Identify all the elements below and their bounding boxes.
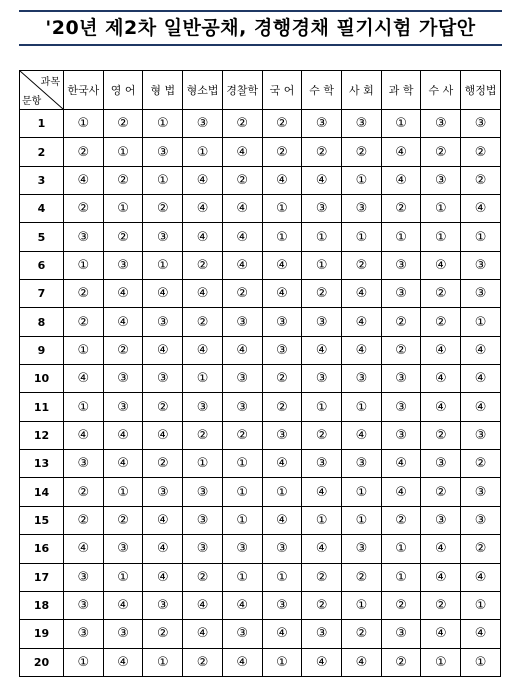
answer-cell: ①: [103, 195, 143, 223]
answer-cell: ②: [342, 620, 382, 648]
answer-cell: ④: [143, 421, 183, 449]
answer-cell: ①: [342, 393, 382, 421]
question-number: 1: [20, 110, 64, 138]
answer-cell: ②: [461, 166, 501, 194]
question-number: 5: [20, 223, 64, 251]
answer-cell: ④: [421, 393, 461, 421]
answer-cell: ④: [103, 648, 143, 676]
answer-cell: ②: [183, 251, 223, 279]
table-row: [20, 365, 501, 393]
question-number: 19: [20, 620, 64, 648]
answer-cell: ④: [381, 450, 421, 478]
question-number: 17: [20, 563, 64, 591]
answer-cell: ④: [64, 535, 104, 563]
answer-cell: ④: [222, 195, 262, 223]
answer-cell: ①: [302, 223, 342, 251]
title-bottom-rule: [19, 44, 502, 46]
answer-cell: ②: [302, 563, 342, 591]
answer-cell: ③: [461, 478, 501, 506]
answer-cell: ③: [421, 506, 461, 534]
table-row: [20, 166, 501, 194]
answer-cell: ④: [262, 280, 302, 308]
answer-cell: ③: [103, 393, 143, 421]
answer-cell: ②: [64, 138, 104, 166]
answer-cell: ③: [183, 393, 223, 421]
question-number: 8: [20, 308, 64, 336]
subject-header: 한국사: [64, 71, 104, 110]
answer-cell: ②: [461, 138, 501, 166]
corner-question-label: 문항: [22, 96, 42, 107]
answer-cell: ③: [381, 393, 421, 421]
answer-cell: ②: [421, 421, 461, 449]
answer-cell: ①: [262, 478, 302, 506]
answer-cell: ④: [342, 336, 382, 364]
answer-cell: ①: [262, 648, 302, 676]
answer-cell: ③: [461, 251, 501, 279]
answer-cell: ①: [64, 251, 104, 279]
answer-cell: ②: [103, 336, 143, 364]
answer-cell: ③: [381, 620, 421, 648]
answer-cell: ③: [143, 138, 183, 166]
answer-cell: ①: [461, 223, 501, 251]
answer-cell: ③: [302, 110, 342, 138]
answer-cell: ①: [381, 563, 421, 591]
answer-cell: ③: [183, 110, 223, 138]
table-row: [20, 535, 501, 563]
answer-cell: ①: [262, 195, 302, 223]
answer-cell: ②: [381, 648, 421, 676]
table-row: [20, 450, 501, 478]
answer-cell: ④: [64, 166, 104, 194]
answer-cell: ④: [342, 308, 382, 336]
answer-cell: ②: [103, 223, 143, 251]
answer-cell: ④: [302, 336, 342, 364]
answer-cell: ②: [342, 138, 382, 166]
answer-cell: ③: [342, 535, 382, 563]
question-number: 20: [20, 648, 64, 676]
answer-table: [19, 70, 501, 677]
answer-cell: ③: [143, 223, 183, 251]
answer-cell: ③: [262, 421, 302, 449]
answer-cell: ③: [183, 535, 223, 563]
answer-cell: ②: [183, 648, 223, 676]
answer-cell: ③: [183, 478, 223, 506]
answer-cell: ④: [183, 223, 223, 251]
answer-cell: ③: [143, 478, 183, 506]
answer-cell: ①: [262, 563, 302, 591]
answer-cell: ④: [262, 251, 302, 279]
answer-cell: ①: [103, 563, 143, 591]
answer-cell: ②: [302, 280, 342, 308]
answer-cell: ①: [421, 195, 461, 223]
answer-cell: ②: [183, 563, 223, 591]
subject-header: 형소법: [183, 71, 223, 110]
answer-cell: ④: [222, 138, 262, 166]
answer-cell: ①: [143, 251, 183, 279]
answer-cell: ③: [103, 620, 143, 648]
page-title: '20년 제2차 일반공채, 경행경채 필기시험 가답안: [45, 17, 476, 39]
answer-cell: ①: [381, 223, 421, 251]
answer-cell: ②: [222, 110, 262, 138]
answer-cell: ④: [262, 620, 302, 648]
table-row: [20, 478, 501, 506]
answer-cell: ①: [103, 478, 143, 506]
answer-cell: ①: [103, 138, 143, 166]
answer-cell: ②: [262, 393, 302, 421]
answer-cell: ④: [103, 591, 143, 619]
answer-cell: ②: [461, 535, 501, 563]
question-number: 12: [20, 421, 64, 449]
answer-cell: ①: [342, 166, 382, 194]
answer-cell: ④: [183, 620, 223, 648]
answer-cell: ④: [262, 506, 302, 534]
answer-cell: ④: [183, 195, 223, 223]
subject-header: 행정법: [461, 71, 501, 110]
answer-cell: ④: [103, 308, 143, 336]
table-row: [20, 251, 501, 279]
subject-header: 형 법: [143, 71, 183, 110]
answer-cell: ③: [143, 308, 183, 336]
answer-cell: ①: [183, 365, 223, 393]
answer-cell: ③: [342, 110, 382, 138]
table-row: [20, 308, 501, 336]
answer-cell: ④: [143, 563, 183, 591]
answer-cell: ②: [64, 478, 104, 506]
answer-cell: ②: [143, 450, 183, 478]
answer-cell: ①: [262, 223, 302, 251]
answer-cell: ③: [381, 251, 421, 279]
answer-cell: ④: [222, 251, 262, 279]
question-number: 4: [20, 195, 64, 223]
table-row: [20, 506, 501, 534]
subject-header: 영 어: [103, 71, 143, 110]
corner-cell: [20, 71, 64, 110]
answer-cell: ②: [183, 421, 223, 449]
answer-cell: ③: [262, 308, 302, 336]
answer-cell: ④: [381, 478, 421, 506]
table-row: [20, 336, 501, 364]
answer-cell: ④: [143, 506, 183, 534]
answer-cell: ①: [183, 450, 223, 478]
answer-cell: ②: [103, 110, 143, 138]
subject-header: 수 학: [302, 71, 342, 110]
answer-cell: ①: [143, 648, 183, 676]
answer-cell: ①: [342, 506, 382, 534]
answer-cell: ②: [302, 421, 342, 449]
answer-cell: ④: [222, 223, 262, 251]
question-number: 14: [20, 478, 64, 506]
table-row: [20, 591, 501, 619]
answer-cell: ③: [421, 166, 461, 194]
answer-cell: ④: [64, 365, 104, 393]
answer-cell: ④: [461, 620, 501, 648]
answer-cell: ①: [143, 110, 183, 138]
answer-cell: ③: [461, 280, 501, 308]
answer-cell: ④: [421, 336, 461, 364]
answer-cell: ①: [342, 478, 382, 506]
table-row: [20, 563, 501, 591]
answer-cell: ①: [222, 506, 262, 534]
answer-cell: ④: [103, 280, 143, 308]
question-number: 16: [20, 535, 64, 563]
answer-cell: ③: [64, 620, 104, 648]
answer-cell: ②: [421, 138, 461, 166]
answer-cell: ③: [461, 421, 501, 449]
answer-cell: ②: [64, 506, 104, 534]
answer-cell: ②: [103, 506, 143, 534]
question-number: 7: [20, 280, 64, 308]
question-number: 9: [20, 336, 64, 364]
answer-cell: ①: [64, 336, 104, 364]
answer-cell: ②: [64, 308, 104, 336]
answer-cell: ④: [262, 450, 302, 478]
question-number: 18: [20, 591, 64, 619]
answer-cell: ④: [183, 280, 223, 308]
answer-cell: ①: [461, 648, 501, 676]
answer-cell: ④: [421, 365, 461, 393]
question-number: 6: [20, 251, 64, 279]
answer-cell: ②: [222, 280, 262, 308]
answer-cell: ④: [183, 591, 223, 619]
answer-cell: ④: [222, 648, 262, 676]
answer-cell: ④: [143, 336, 183, 364]
answer-cell: ③: [342, 195, 382, 223]
answer-cell: ④: [461, 336, 501, 364]
answer-cell: ③: [302, 620, 342, 648]
answer-cell: ④: [342, 421, 382, 449]
answer-cell: ①: [461, 591, 501, 619]
answer-cell: ④: [461, 563, 501, 591]
answer-cell: ①: [421, 648, 461, 676]
answer-cell: ③: [222, 535, 262, 563]
answer-cell: ①: [222, 563, 262, 591]
answer-cell: ④: [342, 280, 382, 308]
answer-cell: ④: [381, 166, 421, 194]
answer-cell: ②: [461, 450, 501, 478]
answer-cell: ②: [262, 110, 302, 138]
answer-cell: ④: [302, 166, 342, 194]
answer-cell: ④: [302, 648, 342, 676]
answer-cell: ④: [461, 195, 501, 223]
answer-cell: ④: [381, 138, 421, 166]
answer-cell: ③: [222, 308, 262, 336]
answer-cell: ②: [381, 195, 421, 223]
answer-cell: ②: [421, 478, 461, 506]
answer-cell: ①: [64, 648, 104, 676]
answer-cell: ③: [222, 620, 262, 648]
answer-cell: ①: [342, 223, 382, 251]
answer-cell: ②: [381, 308, 421, 336]
answer-cell: ②: [421, 591, 461, 619]
answer-cell: ④: [183, 166, 223, 194]
answer-cell: ④: [103, 450, 143, 478]
answer-cell: ①: [461, 308, 501, 336]
subject-header: 수 사: [421, 71, 461, 110]
subject-header: 경찰학: [222, 71, 262, 110]
answer-cell: ④: [302, 535, 342, 563]
answer-cell: ①: [342, 591, 382, 619]
answer-cell: ③: [461, 110, 501, 138]
table-row: [20, 421, 501, 449]
answer-cell: ②: [302, 591, 342, 619]
title-block: [19, 10, 502, 46]
table-row: [20, 138, 501, 166]
question-number: 15: [20, 506, 64, 534]
answer-cell: ②: [143, 195, 183, 223]
question-number: 13: [20, 450, 64, 478]
answer-cell: ②: [262, 138, 302, 166]
answer-cell: ②: [342, 251, 382, 279]
answer-cell: ①: [222, 478, 262, 506]
table-row: [20, 620, 501, 648]
answer-cell: ②: [302, 138, 342, 166]
answer-cell: ②: [381, 591, 421, 619]
answer-cell: ③: [64, 223, 104, 251]
answer-cell: ④: [64, 421, 104, 449]
answer-cell: ①: [222, 450, 262, 478]
subject-header: 과 학: [381, 71, 421, 110]
answer-cell: ③: [222, 365, 262, 393]
answer-cell: ④: [421, 251, 461, 279]
answer-cell: ②: [222, 421, 262, 449]
answer-cell: ②: [143, 620, 183, 648]
question-number: 3: [20, 166, 64, 194]
answer-cell: ③: [262, 336, 302, 364]
answer-cell: ①: [381, 535, 421, 563]
answer-cell: ③: [461, 506, 501, 534]
answer-cell: ①: [302, 393, 342, 421]
answer-cell: ②: [143, 393, 183, 421]
answer-cell: ①: [64, 110, 104, 138]
answer-cell: ②: [421, 308, 461, 336]
answer-cell: ①: [302, 506, 342, 534]
table-row: [20, 393, 501, 421]
table-row: [20, 110, 501, 138]
answer-cell: ③: [302, 308, 342, 336]
table-row: [20, 280, 501, 308]
answer-cell: ③: [262, 535, 302, 563]
answer-cell: ②: [64, 280, 104, 308]
answer-cell: ④: [421, 563, 461, 591]
answer-cell: ④: [103, 421, 143, 449]
answer-cell: ③: [183, 506, 223, 534]
answer-cell: ④: [262, 166, 302, 194]
answer-cell: ③: [381, 365, 421, 393]
answer-cell: ④: [421, 620, 461, 648]
answer-cell: ③: [143, 591, 183, 619]
answer-cell: ③: [103, 365, 143, 393]
answer-cell: ④: [302, 478, 342, 506]
answer-cell: ④: [222, 336, 262, 364]
answer-cell: ②: [222, 166, 262, 194]
answer-cell: ③: [342, 365, 382, 393]
answer-cell: ②: [64, 195, 104, 223]
answer-cell: ③: [222, 393, 262, 421]
table-body: [20, 110, 501, 677]
answer-cell: ②: [381, 506, 421, 534]
answer-cell: ③: [421, 110, 461, 138]
table-row: [20, 223, 501, 251]
answer-cell: ③: [381, 421, 421, 449]
answer-cell: ③: [302, 365, 342, 393]
answer-cell: ②: [262, 365, 302, 393]
answer-cell: ②: [421, 280, 461, 308]
answer-cell: ③: [103, 251, 143, 279]
answer-cell: ③: [143, 365, 183, 393]
answer-cell: ②: [342, 563, 382, 591]
answer-cell: ④: [342, 648, 382, 676]
answer-cell: ③: [64, 591, 104, 619]
answer-cell: ③: [262, 591, 302, 619]
answer-cell: ③: [302, 195, 342, 223]
answer-cell: ①: [143, 166, 183, 194]
answer-cell: ④: [421, 535, 461, 563]
answer-cell: ③: [64, 450, 104, 478]
corner-subject-label: 과목: [40, 77, 60, 88]
subject-header: 국 어: [262, 71, 302, 110]
answer-cell: ①: [302, 251, 342, 279]
answer-cell: ③: [381, 280, 421, 308]
header-row: [20, 71, 501, 110]
answer-cell: ③: [342, 450, 382, 478]
answer-cell: ④: [461, 393, 501, 421]
subject-header: 사 회: [342, 71, 382, 110]
answer-cell: ②: [381, 336, 421, 364]
answer-cell: ②: [103, 166, 143, 194]
answer-cell: ③: [302, 450, 342, 478]
answer-cell: ④: [143, 535, 183, 563]
answer-cell: ①: [381, 110, 421, 138]
answer-cell: ④: [143, 280, 183, 308]
answer-cell: ②: [183, 308, 223, 336]
answer-cell: ③: [64, 563, 104, 591]
question-number: 10: [20, 365, 64, 393]
answer-cell: ④: [461, 365, 501, 393]
table-row: [20, 648, 501, 676]
question-number: 11: [20, 393, 64, 421]
answer-cell: ③: [103, 535, 143, 563]
question-number: 2: [20, 138, 64, 166]
answer-cell: ①: [183, 138, 223, 166]
answer-cell: ③: [421, 450, 461, 478]
answer-cell: ①: [421, 223, 461, 251]
answer-cell: ④: [183, 336, 223, 364]
answer-cell: ④: [222, 591, 262, 619]
answer-cell: ①: [64, 393, 104, 421]
table-row: [20, 195, 501, 223]
